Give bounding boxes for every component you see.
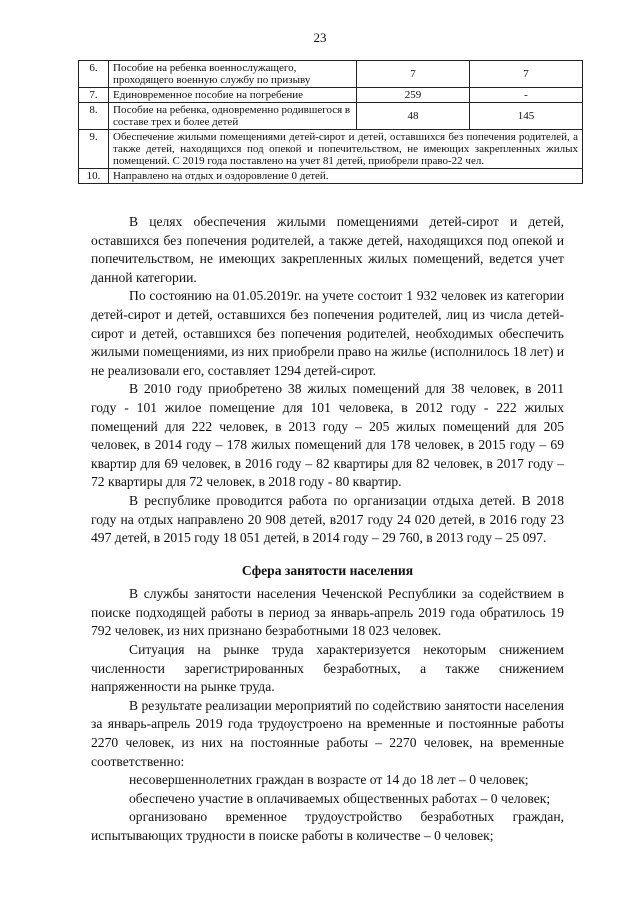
page-number: 23	[313, 30, 327, 45]
row-number: 10.	[79, 169, 109, 184]
row-description: Пособие на ребенка, одновременно родившегося в составе трех и более детей	[109, 103, 357, 130]
table-row	[79, 61, 583, 88]
paragraph-employment-results: В результате реализации мероприятий по содействию занятости населения за январь-апрель 2019 года трудоустроено на временные и постоянные работы 2270 человек, из них на постоянные работы – 2270 человек, на временные соответственно:	[91, 697, 564, 769]
table-row	[79, 88, 583, 103]
row-value-1: 259	[357, 88, 470, 103]
paragraph-employment-requests: В службы занятости населения Чеченской Республики за содействием в поиске подходящей работы в период за январь-апрель 2019 года обратилось 19 792 человек, из них признано безработными 18 023 человек.	[91, 586, 564, 639]
section-heading: Сфера занятости населения	[241, 562, 414, 578]
benefits-table	[78, 60, 583, 184]
row-value-2: 145	[470, 103, 583, 130]
row-number: 7.	[79, 88, 109, 103]
document-body	[91, 213, 564, 846]
table-row	[79, 130, 583, 169]
paragraph-children-rest: В республике проводится работа по организации отдыха детей. В 2018 году на отдых направлено 20 908 детей, в2017 году 24 020 детей, в 2016 году 23 497 детей, в 2015 году 18 051 детей, в 2014 году – 29 760, в 2013 году – 25 097.	[91, 492, 564, 546]
row-description: Направлено на отдых и оздоровление 0 детей.	[109, 169, 583, 184]
row-number: 6.	[79, 61, 109, 88]
paragraph-housing-purpose: В целях обеспечения жилыми помещениями детей-сирот и детей, оставшихся без попечения родителей, а также детей, находящихся под опекой и попечительством, не имеющих закрепленных жилых помещений, ведется учет данной категории.	[91, 214, 564, 285]
row-description: Пособие на ребенка военнослужащего, проходящего военную службу по призыву	[109, 61, 357, 88]
row-description: Обеспечение жилыми помещениями детей-сирот и детей, оставшихся без попечения родителей, а также детей, находящихся под опекой и попечительством, не имеющих закрепленных жилых помещений. С 2019 года поставлено на учет 81 детей, приобрели право-22 чел.	[109, 130, 583, 169]
paragraph-labor-market: Ситуация на рынке труда характеризуется некоторым снижением численности зарегистрированных безработных, а также снижением напряженности на рынке труда.	[91, 642, 564, 695]
table-row	[79, 103, 583, 130]
row-number: 8.	[79, 103, 109, 130]
paragraph-housing-history: В 2010 году приобретено 38 жилых помещений для 38 человек, в 2011 году - 101 жилое помещение для 101 человека, в 2012 году - 222 жилых помещений для 222 человек, в 2013 году – 205 жилых помещений для 205 человек, в 2014 году – 178 жилых помещений для 178 человек, в 2015 году – 69 квартир для 69 человек, в 2016 году – 82 квартиры для 82 человек, в 2017 году – 72 квартиры для 72 человек, в 2018 году - 80 квартир.	[91, 381, 564, 490]
list-item: организовано временное трудоустройство безработных граждан, испытывающих трудности в поиске работы в количестве – 0 человек;	[91, 809, 564, 843]
row-value-1: 7	[357, 61, 470, 88]
benefits-table-container	[78, 60, 582, 184]
list-item: обеспечено участие в оплачиваемых общественных работах – 0 человек;	[129, 790, 551, 806]
row-value-2: 7	[470, 61, 583, 88]
paragraph-housing-queue: По состоянию на 01.05.2019г. на учете состоит 1 932 человек из категории детей-сирот и детей, оставшихся без попечения родителей, лиц из числа детей-сирот и детей, оставшихся без попечения родителей, необходимых обеспечить жилыми помещениями, из них приобрели право на жилье (исполнилось 18 лет) и не реализовали его, составляет 1294 детей-сирот.	[91, 288, 564, 378]
row-value-1: 48	[357, 103, 470, 130]
row-value-2: -	[470, 88, 583, 103]
table-row	[79, 169, 583, 184]
row-number: 9.	[79, 130, 109, 169]
row-description: Единовременное пособие на погребение	[109, 88, 357, 103]
list-item: несовершеннолетних граждан в возрасте от 14 до 18 лет – 0 человек;	[129, 772, 529, 788]
